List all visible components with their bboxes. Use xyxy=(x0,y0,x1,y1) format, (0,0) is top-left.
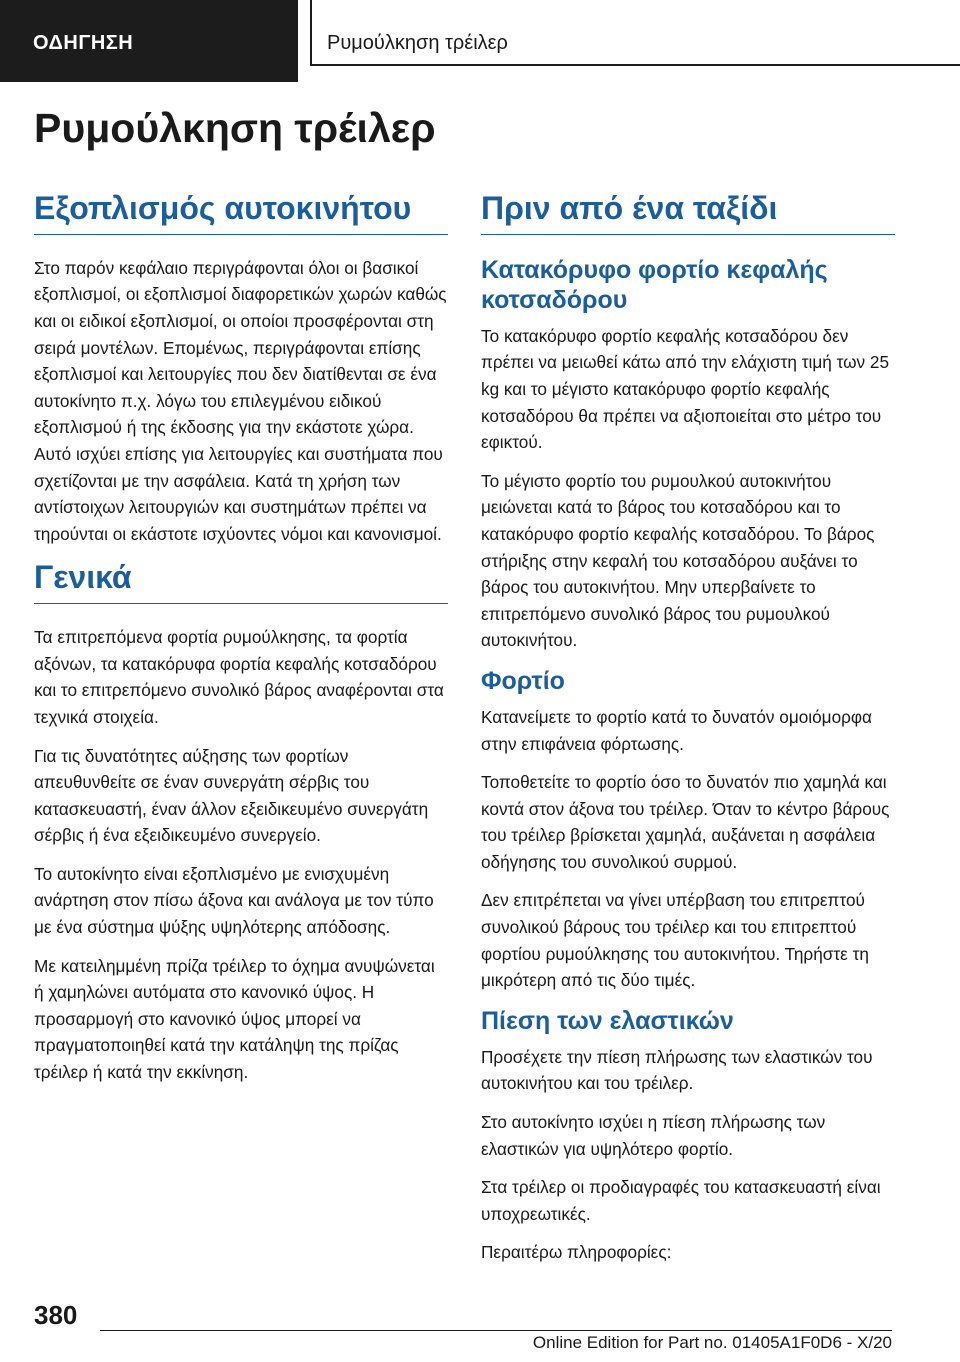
right-column xyxy=(481,190,895,1278)
footer-divider xyxy=(100,1330,892,1331)
paragraph: Στα τρέιλερ οι προδιαγραφές του κατασκευαστή είναι υποχρεωτικές. xyxy=(481,1177,881,1224)
paragraph: Στο παρόν κεφάλαιο περιγράφονται όλοι οι βασικοί εξοπλισμοί, οι εξοπλισμοί διαφορετικών χωρών καθώς και οι ειδικοί εξοπλισμοί, οι οποίοι προσφέρονται στη σειρά μοντέλων. Επομένως, περιγράφονται επίσης εξοπλισμοί και λειτουργίες που δεν διατίθενται σε ένα αυτοκίνητο π.χ. λόγω του επιλεγμένου ειδικού εξοπλισμού ή της έκδοσης για την εκάστοτε χώρα. Αυτό ισχύει επίσης για λειτουργίες και συστήματα που σχετίζονται με την ασφάλεια. Κατά τη χρήση των αντίστοιχων λειτουργιών και συστημάτων πρέπει να τηρούνται οι εκάστοτε ισχύοντες νόμοι και κανονισμοί. xyxy=(34,257,447,544)
paragraph: Τα επιτρεπόμενα φορτία ρυμούλκησης, τα φορτία αξόνων, τα κατακόρυφα φορτία κεφαλής κοτσαδόρου και το επιτρεπόμενο συνολικό βάρος αναφέρονται στα τεχνικά στοιχεία. xyxy=(34,627,444,727)
paragraph: Το αυτοκίνητο είναι εξοπλισμένο με ενισχυμένη ανάρτηση στον πίσω άξονα και ανάλογα με τον τύπο με ένα σύστημα ψύξης υψηλότερης απόδοσης. xyxy=(34,863,434,938)
page-number: 380 xyxy=(34,1300,78,1330)
paragraph: Για τις δυνατότητες αύξησης των φορτίων απευθυνθείτε σε έναν συνεργάτη σέρβις του κατασκευαστή, έναν άλλον εξειδικευμένο συνεργάτη σέρβις ή ένα εξειδικευμένο συνεργείο. xyxy=(34,745,429,846)
paragraph: Περαιτέρω πληροφορίες: xyxy=(481,1242,672,1263)
topic-tab[interactable]: Ρυμούλκηση τρέιλερ xyxy=(310,0,960,66)
heading-general: Γενικά xyxy=(34,559,448,604)
heading-load: Φορτίο xyxy=(481,666,565,695)
paragraph: Τοποθετείτε το φορτίο όσο το δυνατόν πιο χαμηλά και κοντά στον άξονα του τρέιλερ. Όταν το κέντρο βάρους του τρέιλερ βρίσκεται χαμηλά, αυξάνεται η ασφάλεια οδήγησης του συνολικού συρμού. xyxy=(481,772,890,872)
paragraph: Δεν επιτρέπεται να γίνει υπέρβαση του επιτρεπτού συνολικού βάρους του τρέιλερ και του επιτρεπτού φορτίου ρυμούλκησης του αυτοκινήτου. Τηρήστε τη μικρότερη από τις δύο τιμές. xyxy=(481,890,869,991)
paragraph: Το μέγιστο φορτίο του ρυμουλκού αυτοκινήτου μειώνεται κατά το βάρος του κοτσαδόρου και το κατακόρυφο φορτίο κεφαλής κοτσαδόρου. Το βάρος στήριξης στην κεφαλή του κοτσαδόρου αυξάνει το βάρος του αυτοκινήτου. Μην υπερβαίνετε το επιτρεπόμενο συνολικό βάρος του ρυμουλκού αυτοκινήτου. xyxy=(481,470,875,651)
heading-tongue-load: Κατακόρυφο φορτίο κεφαλής κοτσαδόρου xyxy=(481,255,828,314)
paragraph: Στο αυτοκίνητο ισχύει η πίεση πλήρωσης των ελαστικών για υψηλότερο φορτίο. xyxy=(481,1112,826,1159)
left-column xyxy=(34,190,448,1098)
section-tab[interactable]: ΟΔΗΓΗΣΗ xyxy=(0,0,298,82)
heading-tire-pressure: Πίεση των ελαστικών xyxy=(481,1006,734,1035)
paragraph: Προσέχετε την πίεση πλήρωσης των ελαστικών του αυτοκινήτου και του τρέιλερ. xyxy=(481,1046,873,1094)
top-header-bar xyxy=(0,0,960,82)
paragraph: Το κατακόρυφο φορτίο κεφαλής κοτσαδόρου δεν πρέπει να μειωθεί κάτω από την ελάχιστη τιμή των 25 kg και το μέγιστο κατακόρυφο φορτίο κεφαλής κοτσαδόρου θα πρέπει να αξιοποιείται στο μέτρο του εφικτού. xyxy=(481,325,890,453)
page-title: Ρυμούλκηση τρέιλερ xyxy=(34,105,436,151)
heading-vehicle-equipment: Εξοπλισμός αυτοκινήτου xyxy=(34,190,448,235)
paragraph: Κατανείμετε το φορτίο κατά το δυνατόν ομοιόμορφα στην επιφάνεια φόρτωσης. xyxy=(481,706,872,754)
heading-before-trip: Πριν από ένα ταξίδι xyxy=(481,190,895,235)
footer-edition-text: Online Edition for Part no. 01405A1F0D6 - X/20 xyxy=(532,1333,892,1352)
paragraph: Με κατειλημμένη πρίζα τρέιλερ το όχημα ανυψώνεται ή χαμηλώνει αυτόματα στο κανονικό ύψος. Η προσαρμογή στο κανονικό ύψος μπορεί να πραγματοποιηθεί κατά την κατάληψη της πρίζας τρέιλερ ή κατά την εκκίνηση. xyxy=(34,955,435,1083)
